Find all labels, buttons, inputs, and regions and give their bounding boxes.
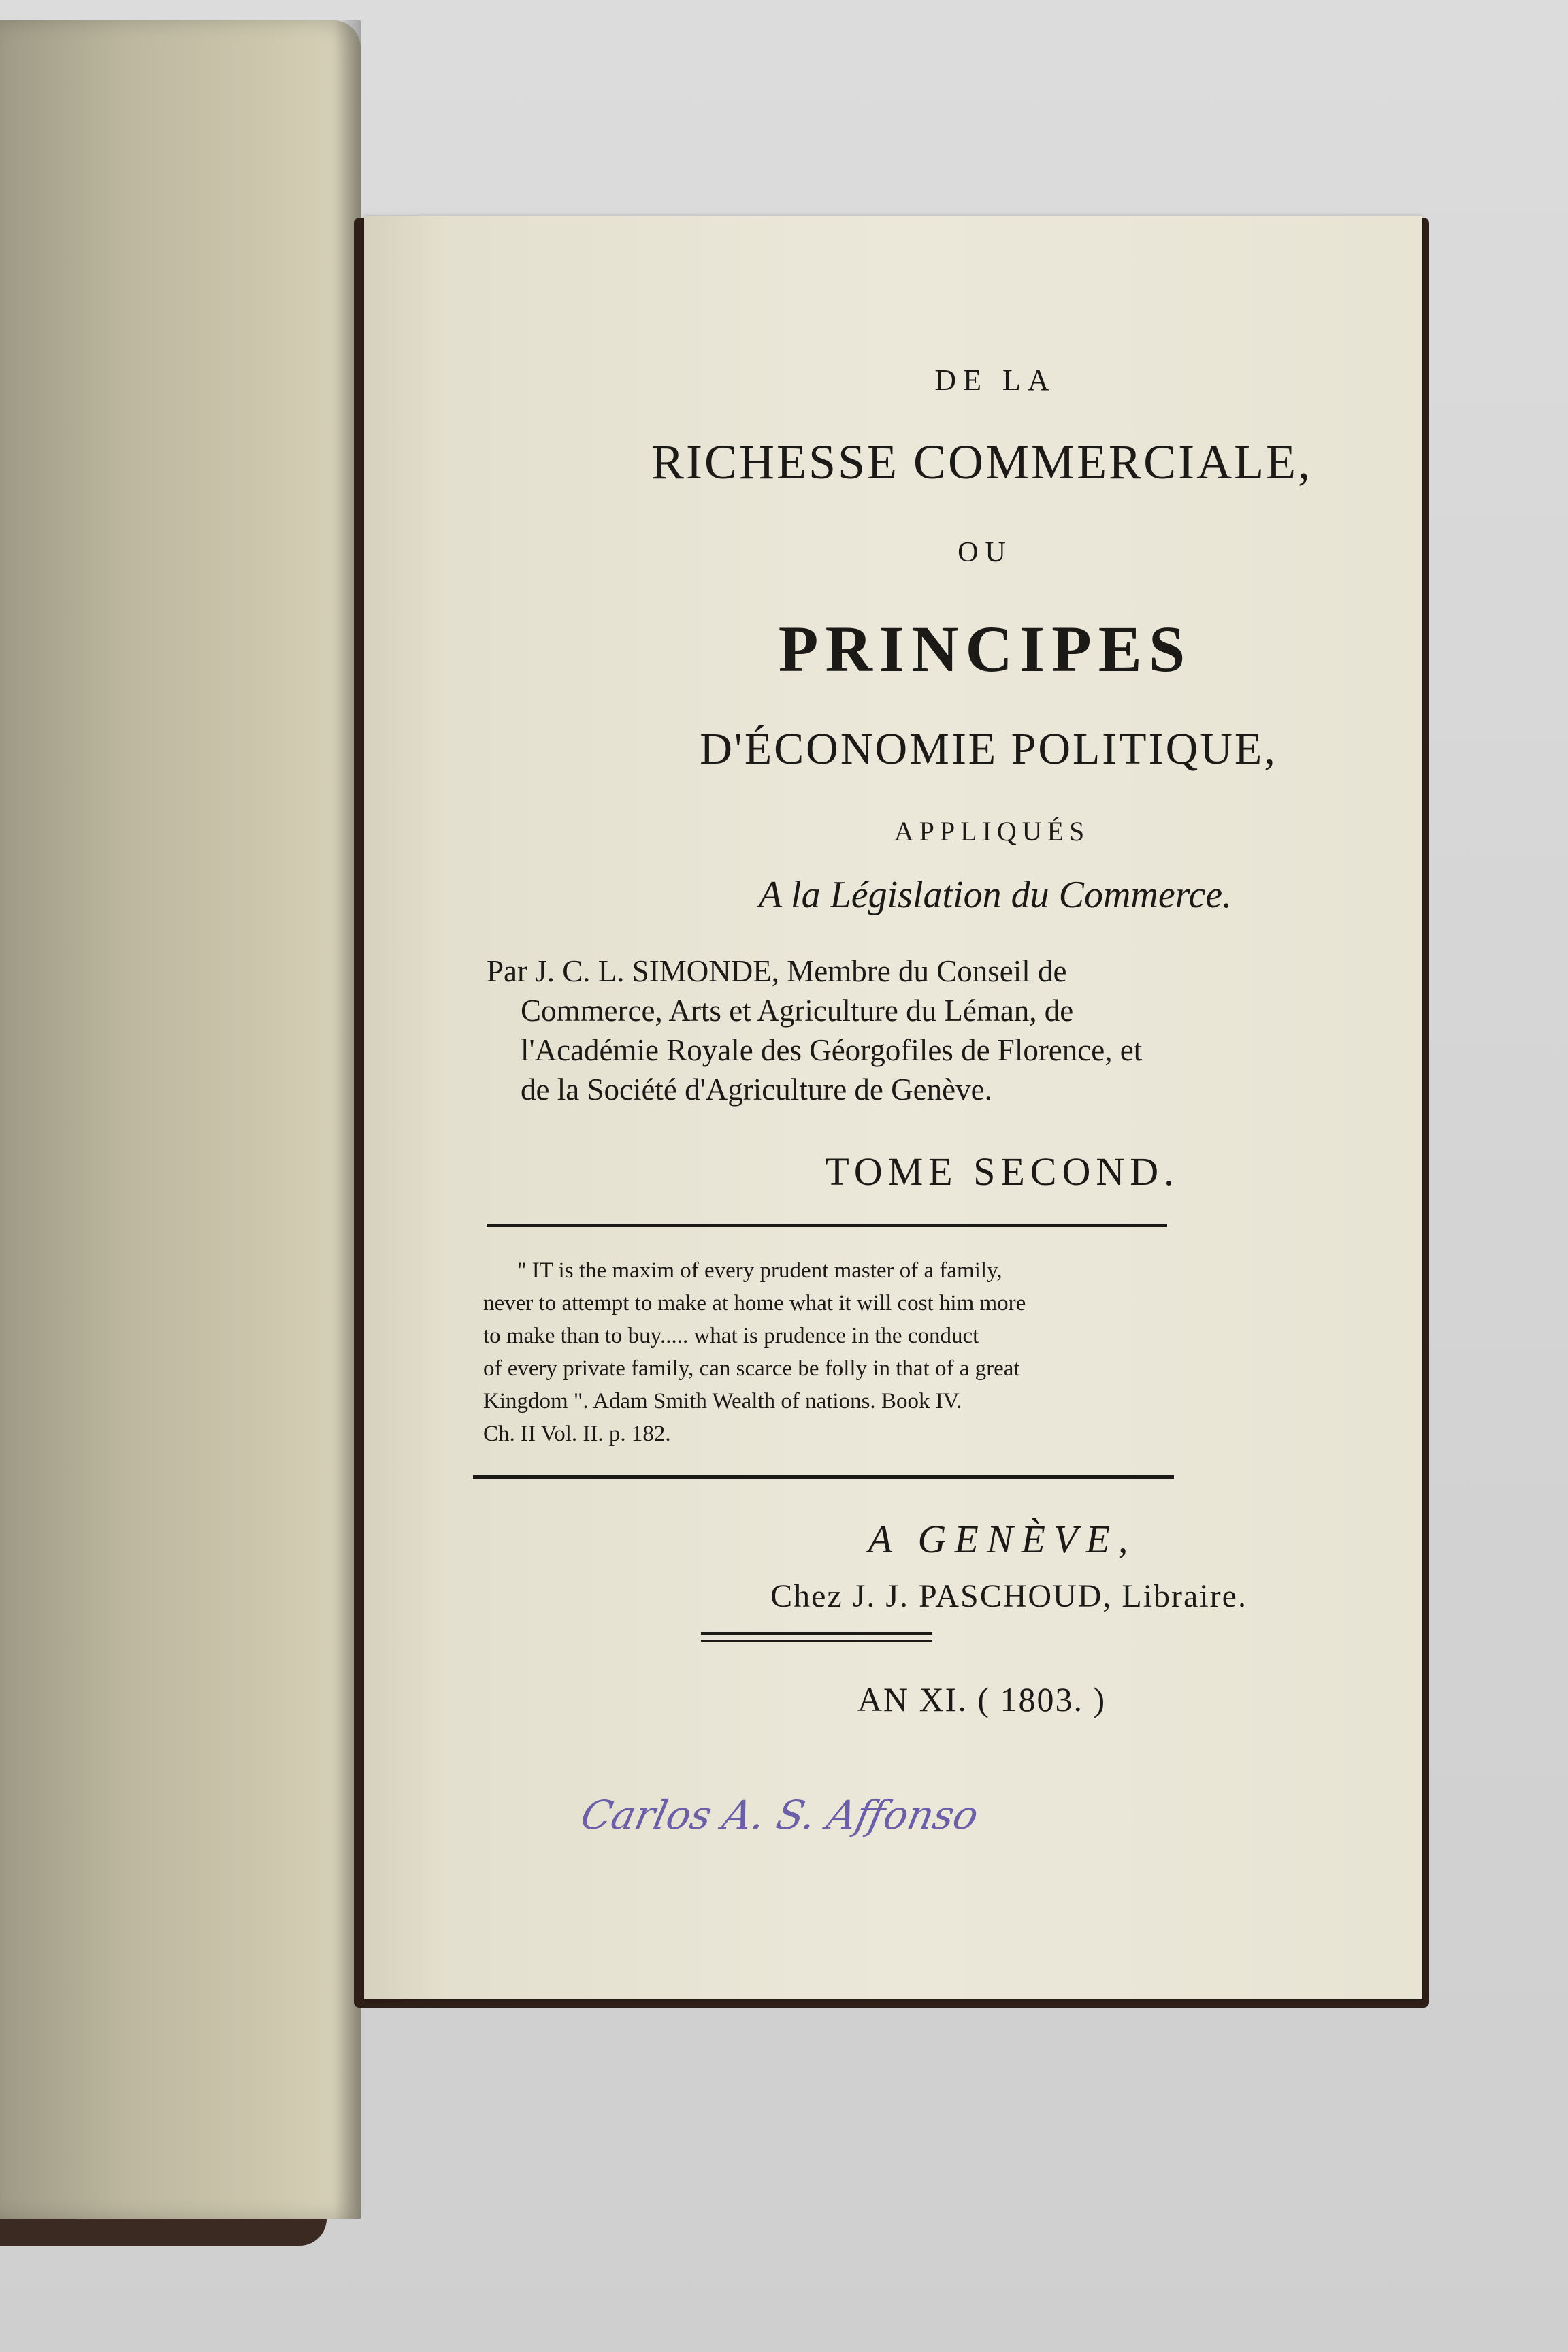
epigraph-line: to make than to buy..... what is prudence in the conduct xyxy=(483,1324,979,1348)
imprint-place: A GENÈVE, xyxy=(868,1517,1137,1561)
title-page xyxy=(364,216,1422,1999)
imprint-date: AN XI. ( 1803. ) xyxy=(857,1680,1107,1718)
epigraph-line: Ch. II Vol. II. p. 182. xyxy=(483,1422,671,1446)
imprint-publisher: Chez J. J. PASCHOUD, Libraire. xyxy=(770,1578,1247,1614)
epigraph-line: Kingdom ". Adam Smith Wealth of nations. Book IV. xyxy=(483,1389,962,1414)
epigraph-line: of every private family, can scarce be folly in that of a great xyxy=(483,1356,1020,1381)
author-line: Par J. C. L. SIMONDE, Membre du Conseil de xyxy=(487,954,1067,988)
imprint-rule-thin xyxy=(701,1640,932,1642)
author-line: de la Société d'Agriculture de Genève. xyxy=(521,1073,992,1107)
epigraph xyxy=(483,1254,1171,1450)
imprint-rule xyxy=(701,1632,932,1635)
title-line-economie: D'ÉCONOMIE POLITIQUE, xyxy=(700,724,1277,774)
volume-label: TOME SECOND. xyxy=(825,1149,1179,1194)
author-statement xyxy=(487,951,1310,1109)
signature-text: Carlos A. S. Affonso xyxy=(576,1792,983,1838)
title-line-appliques: APPLIQUÉS xyxy=(894,816,1090,847)
author-line: Commerce, Arts et Agriculture du Léman, de xyxy=(521,994,1074,1028)
epigraph-rule-bottom xyxy=(473,1475,1174,1479)
author-line: l'Académie Royale des Géorgofiles de Florence, et xyxy=(521,1033,1143,1067)
title-line-principes: PRINCIPES xyxy=(778,612,1192,685)
ownership-signature xyxy=(576,1792,1126,1874)
title-line-ou: OU xyxy=(958,537,1013,568)
epigraph-line: " IT is the maxim of every prudent master of a family, xyxy=(517,1258,1002,1283)
epigraph-rule-top xyxy=(487,1224,1167,1227)
title-line-de-la: DE LA xyxy=(934,363,1056,397)
left-blank-page xyxy=(0,20,361,2219)
epigraph-line: never to attempt to make at home what it will cost him more xyxy=(483,1291,1026,1316)
title-line-richesse: RICHESSE COMMERCIALE, xyxy=(651,435,1313,489)
title-line-legislation: A la Législation du Commerce. xyxy=(758,874,1232,916)
